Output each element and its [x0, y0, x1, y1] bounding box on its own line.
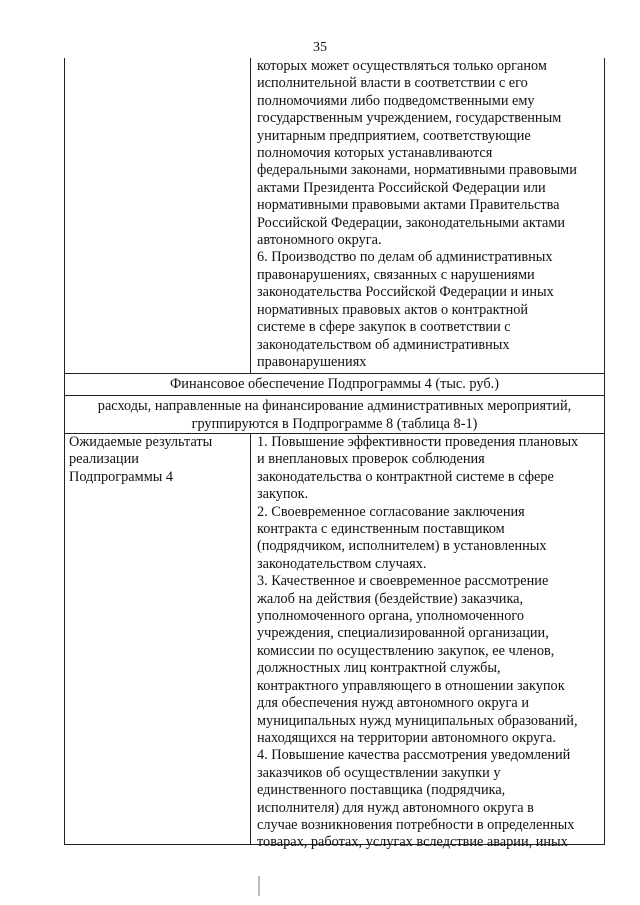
- top-section-line: правонарушениях: [257, 353, 367, 370]
- results-line: законодательством случаях.: [257, 555, 427, 572]
- page-number: 35: [313, 40, 327, 55]
- top-section-line: актами Президента Российской Федерации или: [257, 179, 546, 196]
- top-section-line: нормативными правовыми актами Правительства: [257, 197, 560, 214]
- results-content-cell: [251, 434, 604, 852]
- results-line: находящихся на территории автономного округа.: [257, 729, 556, 746]
- results-label-cell: [65, 434, 251, 845]
- results-line: комиссии по осуществлению закупок, ее членов,: [257, 642, 555, 659]
- top-section-line: нормативных правовых актов о контрактной: [257, 301, 529, 318]
- results-line: 1. Повышение эффективности проведения плановых: [257, 434, 579, 450]
- top-section-line: государственным учреждением, государственным: [257, 110, 562, 127]
- scan-mark: [258, 876, 260, 896]
- financing-header: Финансовое обеспечение Подпрограммы 4 (тыс. руб.): [170, 376, 499, 392]
- top-section-line: полномочиями либо подведомственными ему: [257, 92, 535, 109]
- results-line: законодательства о контрактной системе в сфере: [257, 468, 554, 485]
- top-section-line: системе в сфере закупок в соответствии с: [257, 319, 511, 336]
- results-line: жалоб на действия (бездействие) заказчика,: [257, 590, 524, 607]
- top-row-right-cell: [251, 58, 604, 371]
- financing-note-line1: расходы, направленные на финансирование административных мероприятий,: [97, 398, 572, 414]
- program-table: [64, 58, 605, 851]
- top-section-line: Российской Федерации, законодательными актами: [257, 214, 566, 231]
- financing-note-row: [65, 395, 604, 433]
- top-section-line: исполнительной власти в соответствии с его: [257, 75, 528, 92]
- top-section-line: законодательством об административных: [257, 336, 510, 353]
- results-label-line: Ожидаемые результаты: [69, 434, 213, 450]
- results-line: и внеплановых проверок соблюдения: [257, 451, 485, 468]
- top-section-line: автономного округа.: [257, 232, 382, 249]
- results-line: 4. Повышение качества рассмотрения уведомлений: [257, 747, 571, 764]
- top-section-line: 6. Производство по делам об административных: [257, 249, 553, 266]
- results-row: [65, 433, 604, 851]
- financing-header-row: [65, 373, 604, 395]
- results-label-line: реализации: [69, 451, 139, 468]
- results-line: (подрядчиком, исполнителем) в установленных: [257, 538, 547, 555]
- results-line: контракта с единственным поставщиком: [257, 521, 505, 538]
- results-line: 2. Своевременное согласование заключения: [257, 503, 525, 520]
- results-line: 3. Качественное и своевременное рассмотрение: [257, 573, 549, 590]
- results-line: закупок.: [257, 486, 309, 503]
- results-line: должностных лиц контрактной службы,: [257, 660, 501, 677]
- results-line: единственного поставщика (подрядчика,: [257, 782, 506, 799]
- results-line: товарах, работах, услугах вследствие аварии, иных: [257, 834, 568, 851]
- results-line: контрактного управляющего в отношении закупок: [257, 677, 565, 694]
- results-line: заказчиков об осуществлении закупки у: [257, 764, 501, 781]
- top-section-line: унитарным предприятием, соответствующие: [257, 127, 531, 144]
- financing-note-line2: группируются в Подпрограмме 8 (таблица 8-1): [191, 416, 478, 432]
- results-label-line: Подпрограммы 4: [69, 468, 174, 485]
- top-section-line: полномочия которых устанавливаются: [257, 145, 493, 162]
- top-section-line: правонарушениях, связанных с нарушениями: [257, 266, 535, 283]
- results-line: муниципальных нужд муниципальных образований,: [257, 712, 578, 729]
- results-line: учреждения, специализированной организации,: [257, 625, 549, 642]
- top-section-line: федеральными законами, нормативными правовыми: [257, 162, 577, 179]
- top-section-line: законодательства Российской Федерации и иных: [257, 284, 554, 301]
- results-line: уполномоченного органа, уполномоченного: [257, 608, 525, 625]
- top-row: [65, 58, 604, 373]
- top-section-line: которых может осуществляться только органом: [257, 58, 547, 74]
- results-line: случае возникновения потребности в определенных: [257, 816, 575, 833]
- top-row-left-cell: [65, 58, 251, 373]
- results-line: исполнителя) для нужд автономного округа в: [257, 799, 534, 816]
- results-line: для обеспечения нужд автономного округа и: [257, 695, 529, 712]
